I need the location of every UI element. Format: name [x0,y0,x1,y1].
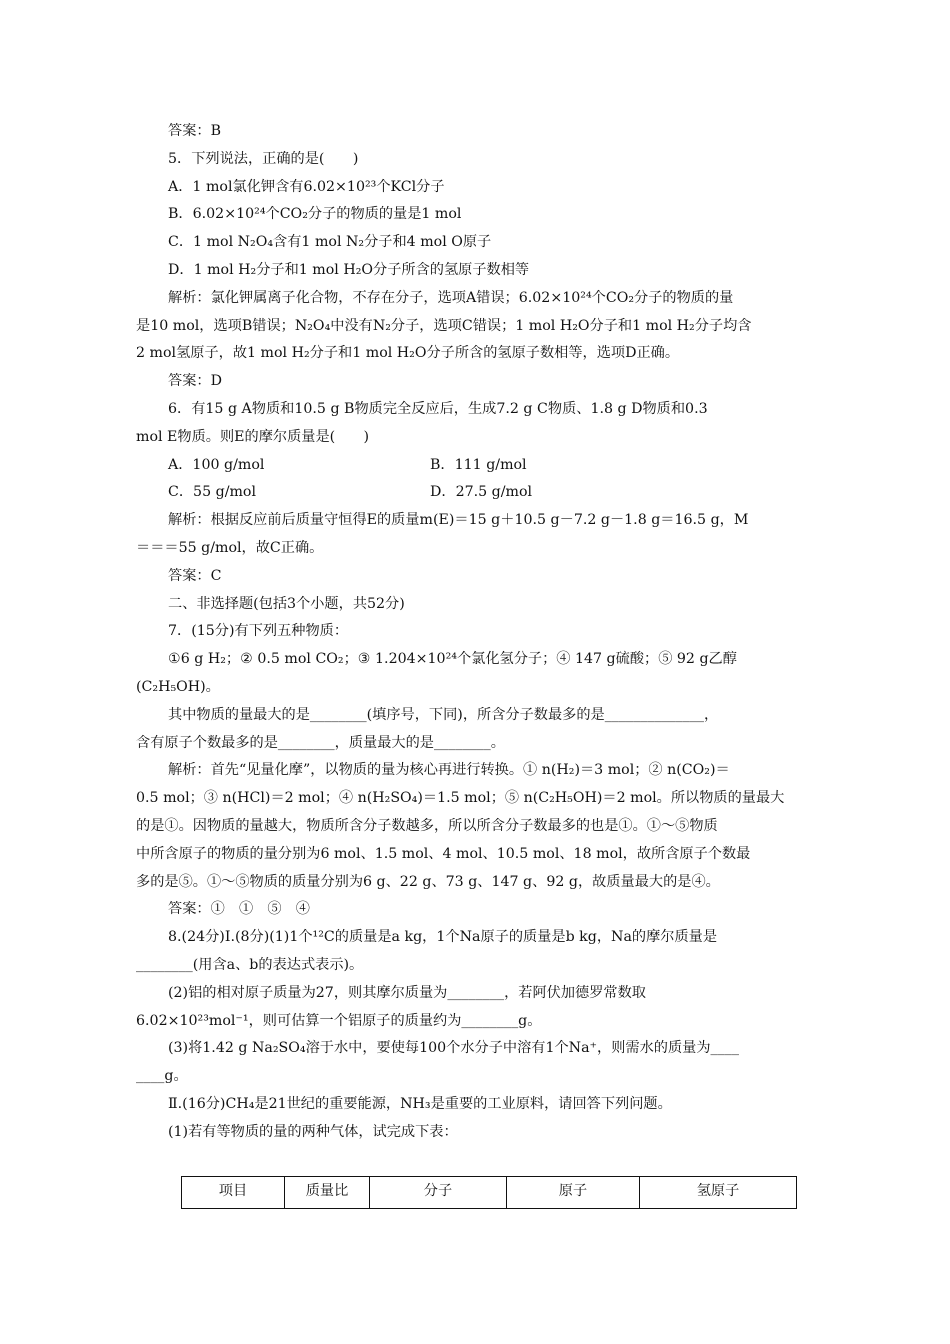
table-header-row [182,1177,797,1209]
question-7-explanation-line: 0.5 mol；③ n(HCl)＝2 mol；④ n(H₂SO₄)＝1.5 mol；⑤ n(C₂H₅OH)＝2 mol。所以物质的量最大 [136,790,785,807]
question-7-explanation-line: 的是①。因物质的量越大，物质所含分子数越多，所以所含分子数最多的也是①。①～⑤物质 [136,817,718,834]
question-7-substance-list: ①6 g H₂；② 0.5 mol CO₂；③ 1.204×10²⁴个氯化氢分子；④ 147 g硫酸；⑤ 92 g乙醇 [168,651,737,668]
question-6-options-row [136,452,842,480]
question-8-part-1: ________(用含a、b的表达式表示)。 [136,956,364,973]
question-6-option-b: B．111 g/mol [430,456,527,473]
question-6-stem: 6．有15 g A物质和10.5 g B物质完全反应后，生成7.2 g C物质、1.8 g D物质和0.3 [168,400,708,417]
question-6-explanation-line: 解析：根据反应前后质量守恒得E的质量m(E)＝15 g＋10.5 g－7.2 g－1.8 g＝16.5 g，M [168,512,749,529]
answer-q6: 答案：C [168,567,222,584]
question-5-stem: 5．下列说法，正确的是( ) [168,150,359,167]
answer-q7: 答案：① ① ⑤ ④ [168,901,310,918]
answer-q4: 答案：B [168,123,221,139]
table-header-cell: 质量比 [285,1177,370,1209]
question-7-explanation-line: 中所含原子的物质的量分别为6 mol、1.5 mol、4 mol、10.5 mol、18 mol，故所含原子个数最 [136,845,751,862]
question-5-option-b: B．6.02×10²⁴个CO₂分子的物质的量是1 mol [168,206,462,223]
question-5-option-d: D．1 mol H₂分子和1 mol H₂O分子所含的氢原子数相等 [168,261,530,278]
question-5-option-c: C．1 mol N₂O₄含有1 mol N₂分子和4 mol O原子 [168,234,492,251]
question-6-option-a: A．100 g/mol [168,456,265,473]
question-8-ii-part-1: (1)若有等物质的量的两种气体，试完成下表： [168,1123,458,1140]
question-8-part-3: ____g。 [136,1068,188,1085]
question-5-explanation-line: 2 mol氢原子，故1 mol H₂分子和1 mol H₂O分子所含的氢原子数相等，选项D正确。 [136,345,680,362]
question-8-part-1: 8.(24分)Ⅰ.(8分)(1)1个¹²C的质量是a kg，1个Na原子的质量是b kg，Na的摩尔质量是 [168,929,718,946]
question-7-substance-list: (C₂H₅OH)。 [136,678,220,695]
section-heading: 二、非选择题(包括3个小题，共52分) [168,595,405,612]
table-header-cell: 分子 [370,1177,507,1209]
question-5-explanation-line: 是10 mol，选项B错误；N₂O₄中没有N₂分子，选项C错误；1 mol H₂O分子和1 mol H₂分子均含 [136,317,752,334]
question-8-part-2: (2)铝的相对原子质量为27，则其摩尔质量为________，若阿伏加德罗常数取 [168,984,646,1001]
question-7-blanks: 其中物质的量最大的是________(填序号，下同)，所含分子数最多的是______________， [168,706,719,723]
question-5-option-a: A．1 mol氯化钾含有6.02×10²³个KCl分子 [168,178,445,195]
table-header-cell: 原子 [507,1177,640,1209]
question-7-stem: 7．(15分)有下列五种物质： [168,623,349,640]
question-6-option-d: D．27.5 g/mol [430,484,533,501]
question-8-section-ii: Ⅱ.(16分)CH₄是21世纪的重要能源，NH₃是重要的工业原料，请回答下列问题。 [168,1095,672,1112]
comparison-table [181,1176,797,1209]
question-7-blanks: 含有原子个数最多的是________，质量最大的是________。 [136,734,505,751]
question-5-explanation-line: 解析：氯化钾属离子化合物，不存在分子，选项A错误；6.02×10²⁴个CO₂分子的物质的量 [168,289,734,306]
question-6-explanation-line: ＝＝＝55 g/mol，故C正确。 [136,539,324,556]
question-7-explanation-line: 多的是⑤。①～⑤物质的质量分别为6 g、22 g、73 g、147 g、92 g，故质量最大的是④。 [136,873,720,890]
answer-q5: 答案：D [168,373,222,390]
question-8-part-3: (3)将1.42 g Na₂SO₄溶于水中，要使每100个水分子中溶有1个Na⁺，则需水的质量为____ [168,1040,739,1057]
question-7-explanation-line: 解析：首先“见量化摩”，以物质的量为核心再进行转换。① n(H₂)＝3 mol；② n(CO₂)＝ [168,762,730,779]
question-6-options-row [136,479,842,507]
question-6-option-c: C．55 g/mol [168,484,256,501]
table-header-cell: 项目 [182,1177,285,1209]
table-header-cell: 氢原子 [640,1177,797,1209]
question-6-stem: mol E物质。则E的摩尔质量是( ) [136,428,370,445]
document-body [136,118,842,1146]
question-8-part-2: 6.02×10²³mol⁻¹，则可估算一个铝原子的质量约为________g。 [136,1012,542,1029]
